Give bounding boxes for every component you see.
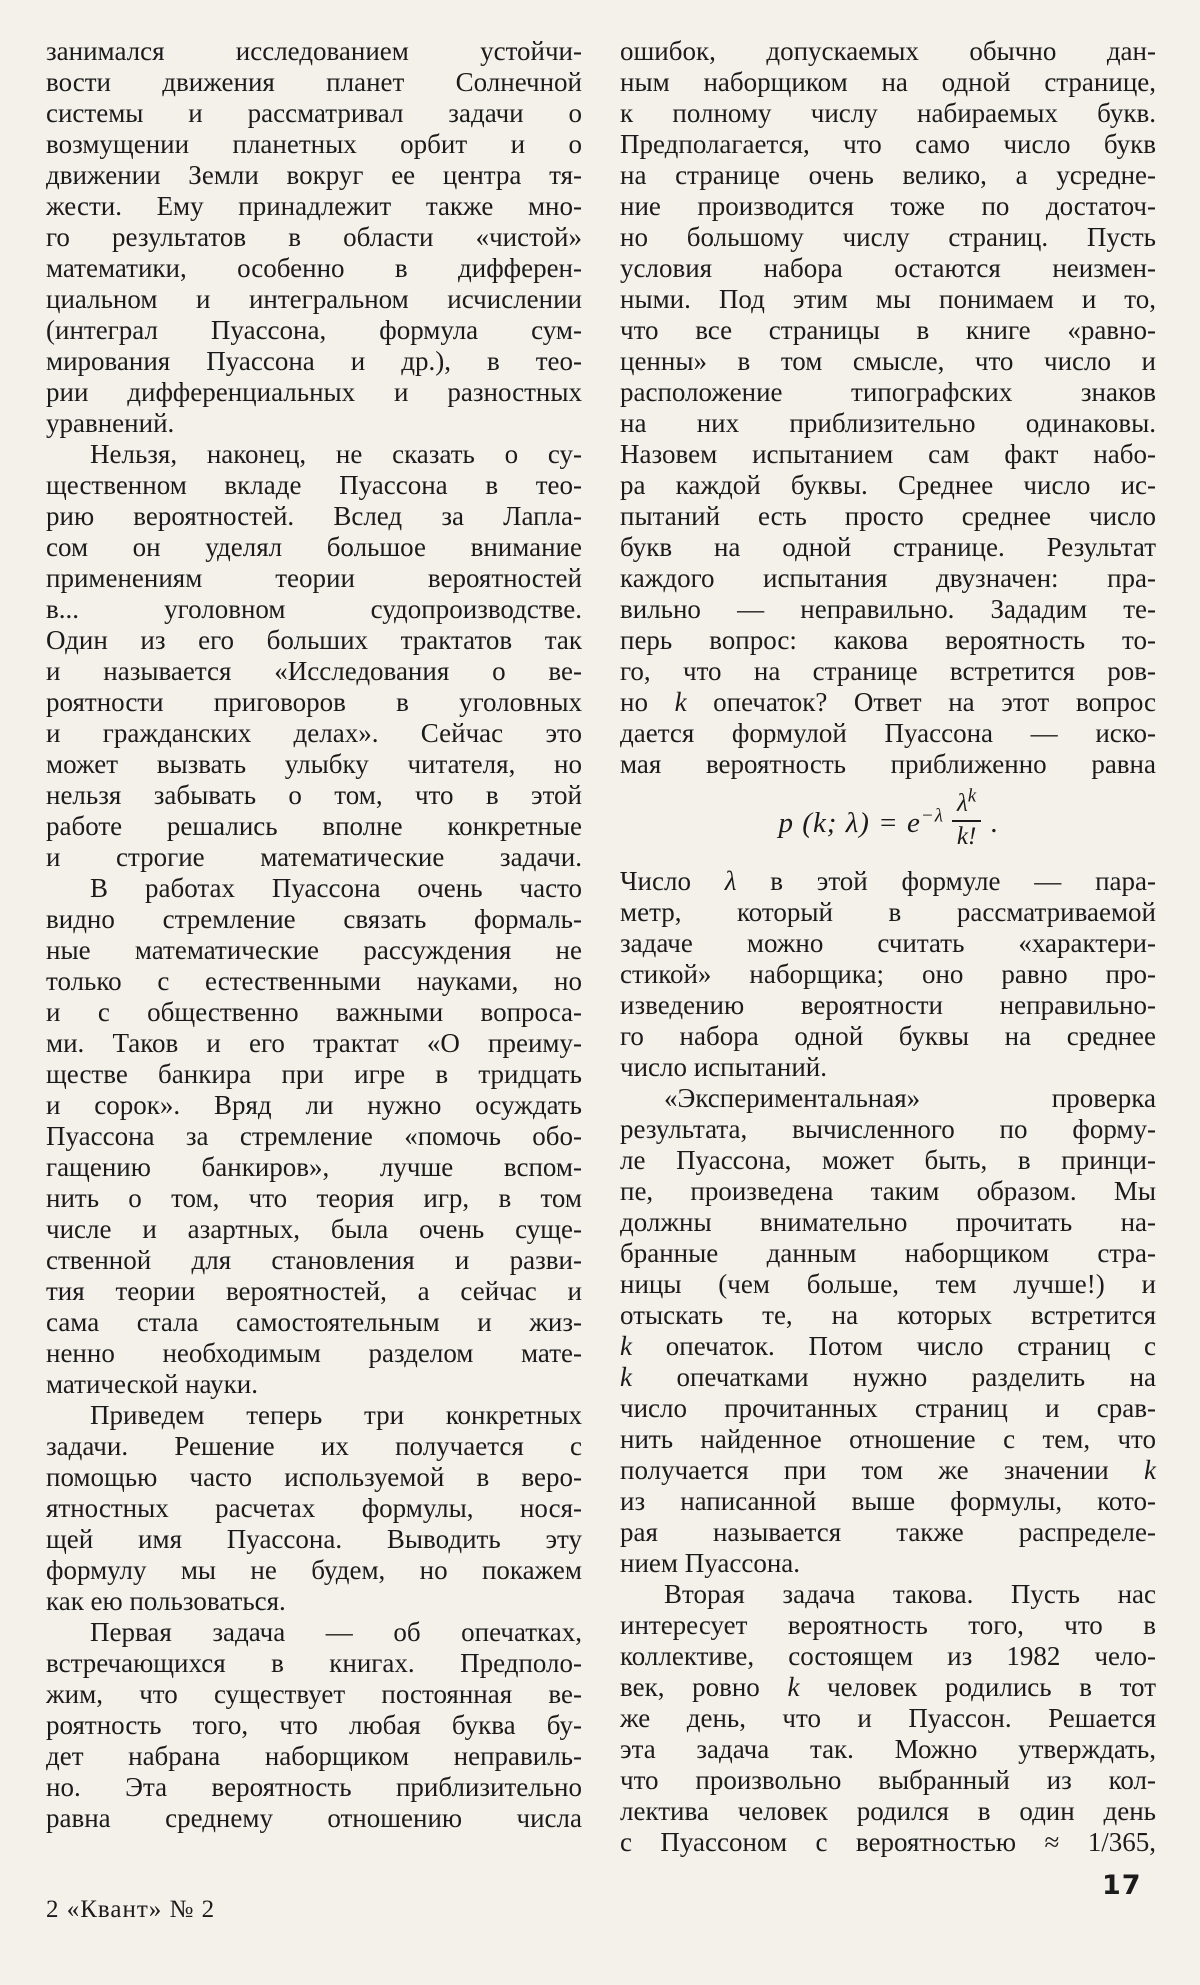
text-line: формулу мы не будем, но покажем bbox=[46, 1555, 582, 1585]
text-line: изведению вероятности неправильно- bbox=[620, 990, 1156, 1020]
text-line: рии дифференциальных и разностных bbox=[46, 377, 582, 407]
formula-denominator: k! bbox=[956, 823, 977, 850]
text-line: на странице очень велико, а усредне- bbox=[620, 160, 1156, 190]
text-line: но. Эта вероятность приблизительно bbox=[46, 1772, 582, 1802]
formula-period: . bbox=[990, 806, 998, 839]
text-line: условия набора остаются неизмен- bbox=[620, 253, 1156, 283]
text-line: роятность того, что любая буква бу- bbox=[46, 1710, 582, 1740]
text-line: матической науки. bbox=[46, 1369, 258, 1399]
text-line: возмущении планетных орбит и о bbox=[46, 129, 582, 159]
text-line: числе и азартных, была очень суще- bbox=[46, 1214, 582, 1244]
text-line: коллективе, состоящем из 1982 чело- bbox=[620, 1641, 1156, 1671]
text-line: жести. Ему принадлежит также мно- bbox=[46, 191, 582, 221]
text-line: нием Пуассона. bbox=[620, 1548, 800, 1578]
text-line: но большому числу страниц. Пусть bbox=[620, 222, 1156, 252]
text-line: отыскать те, на которых встретится bbox=[620, 1300, 1156, 1330]
text-line: нельзя забывать о том, что в этой bbox=[46, 780, 582, 810]
text-line: эта задача так. Можно утверждать, bbox=[620, 1734, 1156, 1764]
text-line: встречающихся в книгах. Предполо- bbox=[46, 1648, 582, 1678]
text-line: Пуассона за стремление «помочь обо- bbox=[46, 1121, 582, 1151]
text-line: ошибок, допускаемых обычно дан- bbox=[620, 36, 1156, 66]
text-line: ле Пуассона, может быть, в принци- bbox=[620, 1145, 1156, 1175]
text-line: роятности приговоров в уголовных bbox=[46, 687, 582, 717]
text-line: Приведем теперь три конкретных bbox=[90, 1400, 582, 1430]
text-line: и гражданских делах». Сейчас это bbox=[46, 718, 582, 748]
text-line: дается формулой Пуассона — иско- bbox=[620, 718, 1156, 748]
formula-fraction bbox=[952, 785, 981, 852]
text-line: математики, особенно в дифферен- bbox=[46, 253, 582, 283]
text-line: Вторая задача такова. Пусть нас bbox=[664, 1579, 1156, 1609]
page-number: 17 bbox=[1102, 1870, 1142, 1901]
text-line: и сорок». Вряд ли нужно осуждать bbox=[46, 1090, 582, 1120]
text-line: пытаний есть просто среднее число bbox=[620, 501, 1156, 531]
text-line: го, что на странице встретится ров- bbox=[620, 656, 1156, 686]
text-line: го результатов в области «чистой» bbox=[46, 222, 582, 252]
text-line: ницы (чем больше, тем лучше!) и bbox=[620, 1269, 1156, 1299]
text-line: применениям теории вероятностей bbox=[46, 563, 582, 593]
text-line: «Экспериментальная» проверка bbox=[664, 1083, 1156, 1113]
text-line: рая называется также распределе- bbox=[620, 1517, 1156, 1547]
text-line: ственной для становления и разви- bbox=[46, 1245, 582, 1275]
right-text-column bbox=[620, 36, 1156, 1858]
text-line: ятностных расчетах формулы, нося- bbox=[46, 1493, 582, 1523]
formula-exponent: −λ bbox=[920, 804, 944, 826]
text-line: из написанной выше формулы, кото- bbox=[620, 1486, 1156, 1516]
text-line: циальном и интегральном исчислении bbox=[46, 284, 582, 314]
text-line: задачи. Решение их получается с bbox=[46, 1431, 582, 1461]
text-line: рию вероятностей. Вслед за Лапла- bbox=[46, 501, 582, 531]
text-line: метр, который в рассматриваемой bbox=[620, 897, 1156, 927]
text-line: Предполагается, что само число букв bbox=[620, 129, 1156, 159]
text-line: с Пуассоном с вероятностью ≈ 1/365, bbox=[620, 1827, 1156, 1857]
text-line: Назовем испытанием сам факт набо- bbox=[620, 439, 1156, 469]
text-line: но k опечаток? Ответ на этот вопрос bbox=[620, 687, 1156, 717]
text-line: Первая задача — об опечатках, bbox=[90, 1617, 582, 1647]
text-line: на них приблизительно одинаковы. bbox=[620, 408, 1156, 438]
text-line: ценны» в том смысле, что число и bbox=[620, 346, 1156, 376]
text-line: расположение типографских знаков bbox=[620, 377, 1156, 407]
text-line: движении Земли вокруг ее центра тя- bbox=[46, 160, 582, 190]
text-line: щественном вкладе Пуассона в тео- bbox=[46, 470, 582, 500]
text-line: мирования Пуассона и др.), в тео- bbox=[46, 346, 582, 376]
text-line: ми. Таков и его трактат «О преиму- bbox=[46, 1028, 582, 1058]
text-line: гащению банкиров», лучше вспом- bbox=[46, 1152, 582, 1182]
text-line: равна среднему отношению числа bbox=[46, 1803, 582, 1833]
text-line: дет набрана наборщиком неправиль- bbox=[46, 1741, 582, 1771]
text-line: щей имя Пуассона. Выводить эту bbox=[46, 1524, 582, 1554]
text-line: ние производится тоже по достаточ- bbox=[620, 191, 1156, 221]
text-line: и строгие математические задачи. bbox=[46, 842, 582, 872]
text-line: только с естественными науками, но bbox=[46, 966, 582, 996]
formula-numerator: $\lambda^k$ bbox=[952, 790, 981, 822]
text-line: видно стремление связать формаль- bbox=[46, 904, 582, 934]
text-line: что произвольно выбранный из кол- bbox=[620, 1765, 1156, 1795]
text-line: получается при том же значении k bbox=[620, 1455, 1156, 1485]
text-line: век, ровно k человек родились в тот bbox=[620, 1672, 1156, 1702]
text-line: вильно — неправильно. Зададим те- bbox=[620, 594, 1156, 624]
text-line: в... уголовном судопроизводстве. bbox=[46, 594, 582, 624]
text-line: число испытаний. bbox=[620, 1052, 827, 1082]
text-line: ществе банкира при игре в тридцать bbox=[46, 1059, 582, 1089]
text-line: жим, что существует постоянная ве- bbox=[46, 1679, 582, 1709]
text-line: бранные данным наборщиком стра- bbox=[620, 1238, 1156, 1268]
text-line: ными. Под этим мы понимаем и то, bbox=[620, 284, 1156, 314]
text-line: (интеграл Пуассона, формула сум- bbox=[46, 315, 582, 345]
text-line: пе, произведена таким образом. Мы bbox=[620, 1176, 1156, 1206]
text-line: к полному числу набираемых букв. bbox=[620, 98, 1156, 128]
poisson-formula bbox=[620, 780, 1156, 866]
text-line: k опечатками нужно разделить на bbox=[620, 1362, 1156, 1392]
text-line: системы и рассматривал задачи о bbox=[46, 98, 582, 128]
text-line: тия теории вероятностей, а сейчас и bbox=[46, 1276, 582, 1306]
text-line: число прочитанных страниц и срав- bbox=[620, 1393, 1156, 1423]
text-line: ные математические рассуждения не bbox=[46, 935, 582, 965]
text-line: может вызвать улыбку читателя, но bbox=[46, 749, 582, 779]
text-line: занимался исследованием устойчи- bbox=[46, 36, 582, 66]
text-line: го набора одной буквы на среднее bbox=[620, 1021, 1156, 1051]
text-line: как ею пользоваться. bbox=[46, 1586, 286, 1616]
text-line: ра каждой буквы. Среднее число ис- bbox=[620, 470, 1156, 500]
formula-lhs: p (k; $\lambda) = e^{-\lambda}$ bbox=[778, 804, 944, 839]
text-line: уравнений. bbox=[46, 408, 175, 438]
text-line: интересует вероятность того, что в bbox=[620, 1610, 1156, 1640]
left-text-column bbox=[46, 36, 582, 1834]
text-line: и с общественно важными вопроса- bbox=[46, 997, 582, 1027]
text-line: мая вероятность приближенно равна bbox=[620, 749, 1156, 779]
text-line: вости движения планет Солнечной bbox=[46, 67, 582, 97]
text-line: ным наборщиком на одной странице, bbox=[620, 67, 1156, 97]
text-line: стикой» наборщика; оно равно про- bbox=[620, 959, 1156, 989]
text-line: же день, что и Пуассон. Решается bbox=[620, 1703, 1156, 1733]
text-line: k опечаток. Потом число страниц с bbox=[620, 1331, 1156, 1361]
text-line: результата, вычисленного по форму- bbox=[620, 1114, 1156, 1144]
text-line: сама стала самостоятельным и жиз- bbox=[46, 1307, 582, 1337]
text-line: перь вопрос: какова вероятность то- bbox=[620, 625, 1156, 655]
text-line: каждого испытания двузначен: пра- bbox=[620, 563, 1156, 593]
text-line: должны внимательно прочитать на- bbox=[620, 1207, 1156, 1237]
text-line: букв на одной странице. Результат bbox=[620, 532, 1156, 562]
text-line: нить найденное отношение с тем, что bbox=[620, 1424, 1156, 1454]
text-line: Нельзя, наконец, не сказать о су- bbox=[90, 439, 582, 469]
text-line: нить о том, что теория игр, в том bbox=[46, 1183, 582, 1213]
text-line: Один из его больших трактатов так bbox=[46, 625, 582, 655]
text-line: задаче можно считать «характери- bbox=[620, 928, 1156, 958]
text-line: помощью часто используемой в веро- bbox=[46, 1462, 582, 1492]
text-line: лектива человек родился в один день bbox=[620, 1796, 1156, 1826]
right-column-lower-text bbox=[620, 866, 1156, 1858]
text-line: В работах Пуассона очень часто bbox=[90, 873, 582, 903]
right-column-upper-text bbox=[620, 36, 1156, 780]
edition-signature: 2 «Квант» № 2 bbox=[46, 1896, 216, 1923]
text-line: и называется «Исследования о ве- bbox=[46, 656, 582, 686]
text-line: что все страницы в книге «равно- bbox=[620, 315, 1156, 345]
text-line: работе решались вполне конкретные bbox=[46, 811, 582, 841]
text-line: сом он уделял большое внимание bbox=[46, 532, 582, 562]
text-line: ненно необходимым разделом мате- bbox=[46, 1338, 582, 1368]
text-line: Число λ в этой формуле — пара- bbox=[620, 866, 1156, 896]
